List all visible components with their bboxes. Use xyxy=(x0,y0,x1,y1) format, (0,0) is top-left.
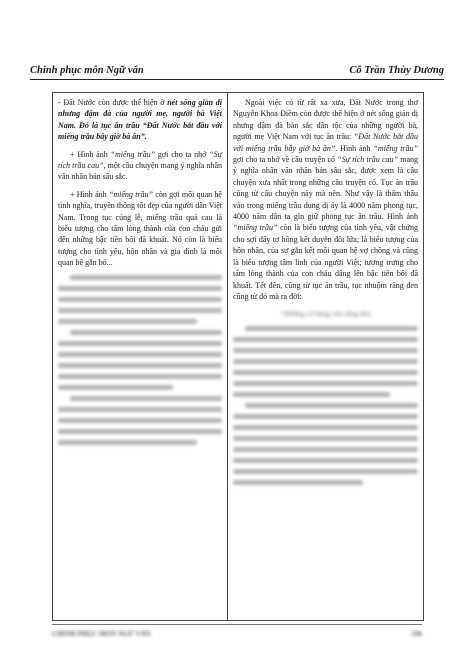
left-paragraph-1: - Đất Nước còn được thể hiện ở nét sống giản dị nhưng đậm đà của người mẹ, người bà Việt Nam. Đó là tục ăn trầu “Đất Nước bắt đầu với miếng trầu bây giờ bà ăn”. xyxy=(58,98,222,142)
header-divider xyxy=(30,79,444,80)
footer-left-text: CHINH PHỤC MÔN NGỮ VĂN xyxy=(52,630,151,638)
left-column xyxy=(53,93,228,620)
right-column xyxy=(228,93,423,620)
left-paragraph-2: + Hình ảnh “miếng trầu” gợi cho ta nhớ “Sự tích trầu cau”, một câu chuyện mang ý nghĩa nhân văn nhân bản sâu sắc. xyxy=(58,149,222,182)
left-blurred-block xyxy=(58,275,222,445)
page-header xyxy=(30,58,444,76)
header-left-title: Chinh phục môn Ngữ văn xyxy=(30,65,144,76)
page-footer xyxy=(52,628,422,640)
content-table xyxy=(52,92,424,621)
footer-divider xyxy=(52,624,422,625)
page-number: 196 xyxy=(411,630,422,638)
right-paragraph-1: Ngoài việc có từ rất xa xưa, Đất Nước trong thơ Nguyễn Khoa Điềm còn được thể hiện ở nét sống giản dị nhưng đậm đà bản sắc dân tộc của những người bà, người mẹ Việt Nam với tục ăn trầu: “Đất Nước bắt đầu với miếng trầu bây giờ bà ăn”. Hình ảnh “miếng trầu” gợi cho ta nhớ về câu truyện cổ “Sự tích trầu cau” mang ý nghĩa nhân văn nhân bản sâu sắc, được xem là câu chuyện xưa nhất trong những câu truyện cổ. Tục ăn trầu cũng từ câu chuyện này mà nên. Như vậy là thấm thấu vào trong miếng trầu dung dị ấy là 4000 năm phong tục, 4000 năm dân ta gìn giữ phong tục ăn trầu. Hình ảnh “miếng trầu” còn là biểu tượng của tình yêu, vật chứng cho sợi dây tơ hồng kết duyên đôi lứa; là biểu tượng của hôn nhân, của sự gắn kết mối quan hệ vợ chồng và cũng là biểu tượng tâm linh của người Việt; tượng trưng cho tấm lòng thành của con cháu dâng lên bậc tiền bối đã khuất. Tết đến, cũng từ tục ăn trầu, tục nhuộm răng đen cũng từ đó mà ra đời: xyxy=(233,98,418,301)
left-paragraph-3: + Hình ảnh “miếng trầu” còn gợi mối quan hệ tình nghĩa, truyền thống tốt đẹp của người dân Việt Nam. Trong tục cúng lễ, miếng trầu quả cau là biểu tượng cho tấm lòng thành của con cháu gửi đến những bậc tiền bối đã khuất. Nó còn là biểu tượng cho tình yêu, hôn nhân và gia đình là mối quan hệ gắn bó... xyxy=(58,189,222,268)
header-right-author: Cô Trần Thùy Dương xyxy=(349,65,444,76)
right-blurred-block xyxy=(233,326,418,485)
right-blurred-quote: “Những cô hàng xén răng đen xyxy=(280,309,371,319)
